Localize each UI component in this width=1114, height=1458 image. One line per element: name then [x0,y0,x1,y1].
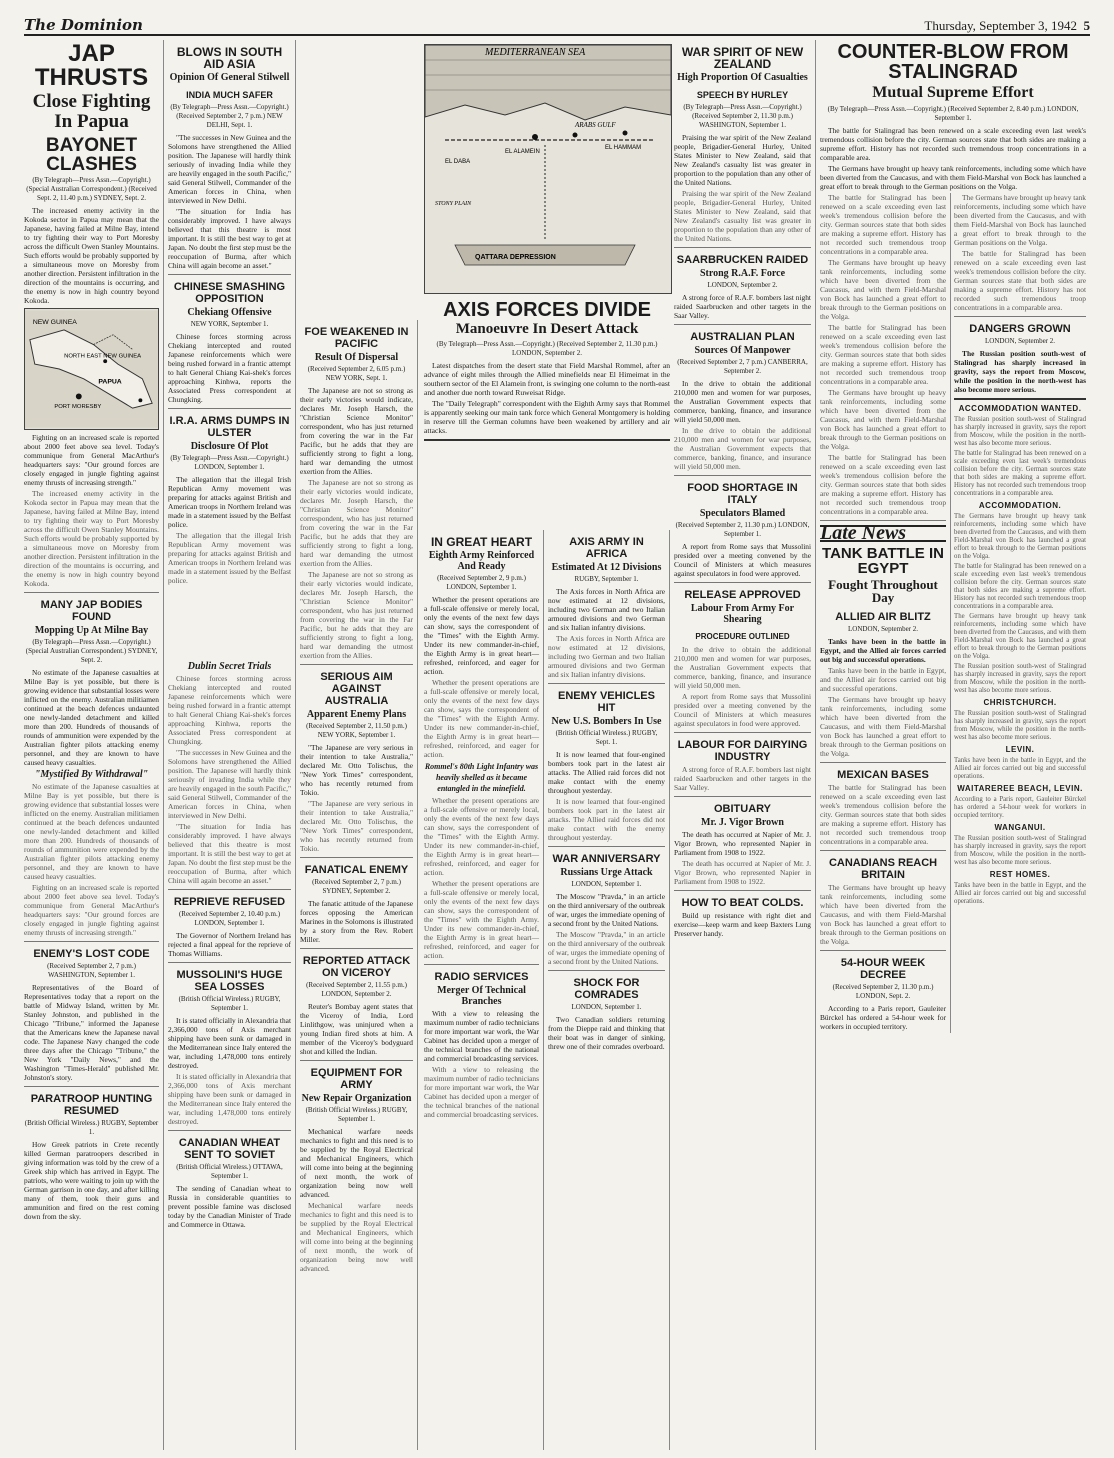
classified-ad: The Russian position south-west of Stalingrad has sharply increased in gravity, says the report from Moscow, while the position in the north-west has also become more serious. [954,415,1086,447]
article-paragraph: Whether the present operations are a full-scale offensive or merely local, only the events of the next few days can show, says the correspondent of the "Times" with the Eighth Army. Under its new commander-in-chief, the Eighth Army is in great heart—refreshed, reinforced, and eager for action. [424,879,539,960]
desert-map-graphic [425,45,671,293]
headline-manoeuvre: Manoeuvre In Desert Attack [455,321,639,337]
article-paragraph: "The successes in New Guinea and the Solomons have strengthened the Allied position. The Japanese will hardly think seriously of invading India while they are heavily engaged in the south Pacific," said General Stilwell, Commander of the American forces in China, when interviewed in New Delhi. [168,133,291,205]
article-paragraph: With a view to releasing the maximum number of radio technicians for more important war work, the War Cabinet has decided upon a merger of the technical branches of the national and commercial broadcasting services. [424,1065,539,1119]
article-paragraph: The Moscow "Pravda," in an article on the third anniversary of the outbreak of war, urges the immediate opening of a second front by the United Nations. [548,892,665,928]
article-paragraph: The "Daily Telegraph" correspondent with the Eighth Army says that Rommel is apparently seeking our main tank force which General Montgomery is holding in reserve till the German columns have been weakened by artillery and air attacks. [424,398,670,435]
ads-christchurch: CHRISTCHURCH. [983,697,1057,707]
map-label-el-hammam: EL HAMMAM [605,145,642,151]
article-paragraph: Chinese forces storming across Chekiang intercepted and routed Japanese reinforcements which were being rushed forward in a frantic attempt to halt General Chiang Kai-shek's forces approaching Kinhwa, reports the Associated Press correspondent at Chungking. [168,674,291,746]
subhead-repair: New Repair Organization [301,1093,412,1104]
headline-great-heart: IN GREAT HEART [430,535,533,549]
article-paragraph: In the drive to obtain the additional 210,000 men and women for war purposes, the Australian Government expects that commerce, banking, finance, and insurance will yield 50,000 men. [674,645,811,690]
classified-ad: The battle for Stalingrad has been renewed on a scale exceeding even last week's tremendous collision before the city. German sources state that both sides are making a supreme effort. History has not recorded such tremendous troop concentrations in a comparable area. [954,449,1086,497]
map-label-el-daba: EL DABA [445,159,471,165]
article-paragraph: Latest dispatches from the desert state that Field Marshal Rommel, after an advance of eight miles through the Allied minefields near El Himeimat in the southern sector of the El Alamein front, is swinging one column to the north-east and another due north toward Ruweisat Ridge. [424,360,670,397]
subhead-manpower: Sources Of Manpower [694,345,791,356]
dateline: (British Official Wireless.) OTTAWA, September 1. [176,1163,283,1180]
headline-axis-army-africa: AXIS ARMY IN AFRICA [569,536,644,560]
classified-ad: The Germans have brought up heavy tank reinforcements, including some which have been diverted from the Caucasus, and with them Field-Marshal von Bock has launched a great effort to break through to the German positions on the Volga. [954,512,1086,560]
headline-chinese-smashing: CHINESE SMASHING OPPOSITION [173,281,286,305]
subhead-enemy-plans: Apparent Enemy Plans [306,709,407,720]
issue-date [924,18,1090,34]
article-paragraph: The Axis forces in North Africa are now estimated at 12 divisions, including two German and two Italian armoured divisions and two German and six Italian infantry divisions. [548,587,665,632]
headline-obituary: OBITUARY [713,803,772,815]
subhead-casualties: High Proportion Of Casualties [677,72,808,83]
subhead-russians-urge: Russians Urge Attack [560,867,653,878]
article-paragraph: A report from Rome says that Mussolini presided over a meeting convened by the Council of Ministers at which measures against speculators in food were approved. [674,692,811,728]
ads-levin: LEVIN. [1005,744,1035,754]
dateline: (Received September 2, 11.50 p.m.) NEW YORK, September 1. [306,722,407,739]
subhead-dublin: Dublin Secret Trials [187,661,272,672]
headline-food-shortage: FOOD SHORTAGE IN ITALY [687,482,798,506]
advert-text: Build up resistance with right diet and exercise—keep warm and keep Baxters Lung Preserver handy. [674,911,811,938]
article-paragraph: The Moscow "Pravda," in an article on the third anniversary of the outbreak of war, urges the immediate opening of a second front by the United Nations. [548,930,665,966]
headline-enemy-vehicles: ENEMY VEHICLES HIT [558,690,655,714]
ads-wanganui: WANGANUI. [994,822,1046,832]
subhead-merger: Merger Of Technical Branches [437,985,526,1007]
headline-war-anniversary: WAR ANNIVERSARY [552,853,661,865]
dateline: (Received September 2, 11.30 p.m.) LONDON, September 1. [675,521,810,538]
headline-dangers-grown: DANGERS GROWN [969,322,1071,335]
paper-title: The Dominion [24,16,143,34]
dateline: LONDON, September 2. [707,281,778,289]
dateline: (Received September 2, 7 p.m.) CANBERRA, September 2. [677,358,808,375]
advert-how-to-beat-colds: HOW TO BEAT COLDS. [681,897,804,909]
subhead-allied-blitz: ALLIED AIR BLITZ [835,611,931,624]
article-paragraph: The increased enemy activity in the Kokoda sector in Papua may mean that the Japanese, having failed at Milne Bay, intend to try fighting their way to Port Moresby across the difficult Owen Stanley Mountains. Such efforts would be probably supported by a simultaneous move on Moresby from another direction. Persistent infiltration in the direction of the mountains is occurring, and the enemy is now in high country beyond Kokoda. [24,488,159,588]
subhead-raf-force: Strong R.A.F. Force [699,268,786,279]
subhead-12-divisions: Estimated At 12 Divisions [551,562,662,573]
subhead-stilwell: Opinion Of General Stilwell [169,72,290,83]
dateline: (Received September 2, 7 p.m.) WASHINGTON, September 1. [47,961,136,979]
map-label-new-guinea: NEW GUINEA [32,318,77,326]
dateline: (By Telegraph—Press Assn.—Copyright.) (Received September 2, 7 p.m.) NEW DELHI, Sept. 1. [170,103,289,129]
dateline: (British Official Wireless.) RUGBY, September 1. [24,1118,159,1136]
subhead-eighth-army: Eighth Army Reinforced And Ready [428,550,535,572]
classified-ad: The Russian position south-west of Stalingrad has sharply increased in gravity, says the report from Moscow, while the position in the north-west has also become more serious. [954,709,1086,741]
column-7 [674,40,816,1450]
article-paragraph: "The Japanese are very serious in their intention to take Australia," declared Mr. Otto Tolischus, the "New York Times" correspondent, who has recently returned from Tokio. [300,743,413,797]
column-5 [424,530,544,1450]
article-paragraph: Praising the war spirit of the New Zealand people, Brigadier-General Hurley, United States Minister to New Zealand, said that New Zealand's casualty list was greater in proportion to the population than any other of the United Nations. [674,189,811,243]
headline-54-hour-week: 54-HOUR WEEK DECREE [840,957,926,982]
article-paragraph: "The successes in New Guinea and the Solomons have strengthened the Allied position. The Japanese will hardly think seriously of invading India while they are heavily engaged in the south Pacific," said General Stilwell, Commander of the American forces in China, when interviewed in New Delhi. [168,748,291,820]
article-paragraph: The battle for Stalingrad has been renewed on a scale exceeding even last week's tremendous collision before the city. German sources state that both sides are making a supreme effort. History has not recorded such tremendous troop concentrations in a comparable area. [820,125,1086,162]
article-paragraph: The Germans have brought up heavy tank reinforcements, including some which have been diverted from the Caucasus, and with them Field-Marshal von Bock has launched a great effort to break through to the German positions on the Volga. [820,257,947,321]
article-paragraph: "The situation for India has considerably improved. I have always believed that this theatre is most important. It is still the best way to get at Japan. No doubt the first step must be the reoccupation of Burma, after which China will again become an asset." [168,822,291,885]
article-paragraph: The Germans have brought up heavy tank reinforcements, including some which have been diverted from the Caucasus, and with them Field-Marshal von Bock has launched a great effort to break through to the German positions on the Volga. [954,192,1087,247]
article-paragraph: It is now learned that four-engined bombers took part in the latest air attacks. The Allied raid forces did not make contact with the enemy throughout yesterday. [548,750,665,795]
article-paragraph: Two Canadian soldiers returning from the Dieppe raid and thinking that their boat was in danger of sinking, threw one of their comrades overboard. [548,1015,665,1051]
classified-ad: According to a Paris report, Gauleiter Bürckel has ordered a 54-hour week for workers in occupied territory. [954,795,1086,819]
article-paragraph: The battle for Stalingrad has been renewed on a scale exceeding even last week's tremendous collision before the city. German sources state that both sides are making a supreme effort. History has not recorded such tremendous troop concentrations in a comparable area. [954,248,1086,312]
dateline: LONDON, September 1. [571,1003,642,1011]
dateline: (By Telegraph—Press Assn.—Copyright.) (Special Australian Correspondent.) (Received Sept. 2, 11.40 p.m.) SYDNEY, Sept. 2. [26,175,157,202]
subhead-speculators: Speculators Blamed [699,508,786,519]
article-paragraph: Praising the war spirit of the New Zealand people, Brigadier-General Hurley, United States Minister to New Zealand, said that New Zealand's casualty list was greater in proportion to the population than any other of the United Nations. [674,133,811,187]
map-label-port-moresby: PORT MORESBY [54,403,102,410]
article-paragraph: The Russian position south-west of Stalingrad has sharply increased in gravity, says the report from Moscow, while the position in the north-west has also become more serious. [954,348,1086,394]
article-paragraph: In the drive to obtain the additional 210,000 men and women for war purposes, the Australian Government expects that commerce, banking, finance, and insurance will yield 50,000 men. [674,379,811,424]
subhead-plot: Disclosure Of Plot [190,441,269,452]
subhead-india-safer: INDIA MUCH SAFER [186,90,273,100]
headline-reported-attack: REPORTED ATTACK ON VICEROY [302,955,411,979]
article-paragraph: The Japanese are not so strong as their early victories would indicate, declares Mr. Joseph Harsch, the "Christian Science Monitor" correspondent, who has just returned from covering the war in the Far Pacific, but he adds that they are sufficiently strong to fight a long, hard war demanding the utmost exertion from the Allies. [300,478,413,568]
headline-canadian-wheat: CANADIAN WHEAT SENT TO SOVIET [178,1137,281,1161]
dateline: (By Telegraph—Press Assn.—Copyright.) (Received September 2, 11.30 p.m.) LONDON, September 2. [436,339,658,357]
article-paragraph: No estimate of the Japanese casualties at Milne Bay is yet possible, but there is growing evidence that substantial losses were inflicted on the enemy. Australian militiamen continued at the beach defences undaunted one newly-landed detachment and killed more than 200. Hundreds of thousands of rounds of ammunition were expended by the Australian fighter pilots attacking enemy personnel, and they are known to have caused heavy casualties. [24,781,159,881]
dateline: (British Official Wireless.) RUGBY, September 1. [305,1106,408,1123]
article-paragraph: It is now learned that four-engined bombers took part in the latest air attacks. The Allied raid forces did not make contact with the enemy throughout yesterday. [548,797,665,842]
article-paragraph: No estimate of the Japanese casualties at Milne Bay is yet possible, but there is growing evidence that substantial losses were inflicted on the enemy. Australian militiamen continued at the beach defences undaunted one newly-landed detachment and killed more than 200. Hundreds of thousands of rounds of ammunition were expended by the Australian fighter pilots attacking enemy personnel, and they are known to have caused heavy casualties. [24,667,159,767]
article-paragraph: The battle for Stalingrad has been renewed on a scale exceeding even last week's tremendous collision before the city. German sources state that both sides are making a supreme effort. History has not recorded such tremendous troop concentrations in a comparable area. [820,783,947,847]
article-paragraph: The fanatic attitude of the Japanese forces opposing the American Marines in the Solomons is illustrated by a story from the Rev. Robert Miller. [300,899,413,944]
map-title-mediterranean: MEDITERRANEAN SEA [485,47,586,58]
papua-map-graphic [25,309,158,429]
subhead-mopping-up: Mopping Up At Milne Bay [34,624,149,636]
article-paragraph: "The situation for India has considerably improved. I have always believed that this theatre is most important. It is still the best way to get at Japan. No doubt the first step must be the reoccupation of Burma, after which China will again become an asset." [168,207,291,270]
dateline: (By Telegraph—Press Assn.—Copyright.) LONDON, September 1. [170,454,289,471]
map-label-stony-plain: STONY PLAIN [435,201,472,207]
headline-axis-divide: AXIS FORCES DIVIDE [443,299,651,321]
headline-ira-arms: I.R.A. ARMS DUMPS IN ULSTER [169,415,290,439]
article-paragraph: The allegation that the illegal Irish Republican Army movement was preparing for attacks against British and American troops in Northern Ireland was made in a statement issued by the Belfast police. [168,475,291,529]
article-paragraph: Mechanical warfare needs mechanics to fight and this need is to be supplied by the Royal Electrical and Mechanical Engineers, which will come into being at the beginning of next month, the work of organization being now well advanced. [300,1127,413,1199]
column-2 [168,40,296,660]
dateline: (Received September 2, 11.55 p.m.) LONDON, September 2. [306,981,407,998]
dateline: RUGBY, September 1. [574,575,639,583]
article-paragraph: According to a Paris report, Gauleiter Bürckel has ordered a 54-hour week for workers in occupied territory. [820,1004,947,1032]
headline-mussolini-losses: MUSSOLINI'S HUGE SEA LOSSES [176,969,283,993]
article-paragraph: Reuter's Bombay agent states that the Viceroy of India, Lord Linlithgow, was uninjured when a young Indian fired shots at him. A member of the Viceroy's bodyguard shot and killed the Indian. [300,1002,413,1056]
article-paragraph: It is stated officially in Alexandria that 2,366,000 tons of Axis merchant shipping have been sunk or damaged in the Mediterranean since Italy entered the war, including 1,478,000 tons entirely destroyed. [168,1072,291,1126]
headline-counter-blow: COUNTER-BLOW FROM STALINGRAD [837,41,1069,83]
article-paragraph: The Governor of Northern Ireland has rejected a final appeal for the reprieve of Thomas Williams. [168,931,291,958]
headline-equipment-army: EQUIPMENT FOR ARMY [310,1067,403,1091]
headline-enemys-lost-code: ENEMY'S LOST CODE [33,947,150,960]
ads-accommodation-wanted: ACCOMMODATION WANTED. [958,403,1082,413]
column-2-lower [168,660,296,1450]
column-6 [548,530,670,1450]
headline-shock-comrades: SHOCK FOR COMRADES [573,977,640,1001]
headline-many-jap-bodies: MANY JAP BODIES FOUND [40,598,143,623]
dateline: (By Telegraph—Press Assn.—Copyright.) (Received September 2, 11.30 p.m.) WASHINGTON, September 1. [683,103,802,129]
dateline: (British Official Wireless.) RUGBY, Sept. 1. [555,729,658,746]
classified-ad: Tanks have been in the battle in Egypt, and the Allied air forces carried out big and successful operations. [954,881,1086,905]
article-paragraph: The battle for Stalingrad has been renewed on a scale exceeding even last week's tremendous collision before the city. German sources state that both sides are making a supreme effort. History has not recorded such tremendous troop concentrations in a comparable area. [820,192,947,256]
classified-ad: The Germans have brought up heavy tank reinforcements, including some which have been diverted from the Caucasus, and with them Field-Marshal von Bock has launched a great effort to break through to the German positions on the Volga. [954,612,1086,660]
ads-accommodation: ACCOMMODATION. [978,500,1062,510]
dateline: (Received September 2, 7 p.m.) SYDNEY, September 2. [312,878,401,895]
subhead-procedure: PROCEDURE OUTLINED [695,632,790,641]
late-news-banner: Late News [820,525,946,542]
dateline: (Received September 2, 10.40 p.m.) LONDON, September 1. [178,910,281,927]
headline-paratroop-hunting: PARATROOP HUNTING RESUMED [30,1092,153,1117]
headline-foe-weakened: FOE WEAKENED IN PACIFIC [304,326,409,350]
subhead-us-bombers: New U.S. Bombers In Use [551,716,662,727]
article-paragraph: Mechanical warfare needs mechanics to fight and this need is to be supplied by the Royal Electrical and Mechanical Engineers, which will come into being at the beginning of next month, the work of organization being now well advanced. [300,1201,413,1273]
headline-reprieve-refused: REPRIEVE REFUSED [173,896,286,908]
article-paragraph: The increased enemy activity in the Kokoda sector in Papua may mean that the Japanese, having failed at Milne Bay, intend to try fighting their way to Port Moresby across the difficult Owen Stanley Mountains. Such efforts would be probably supported by a simultaneous move on Moresby from another direction. Persistent infiltration in the direction of the mountains is occurring, and the enemy is now in high country beyond Kokoda. [24,205,159,305]
article-paragraph: A report from Rome says that Mussolini presided over a meeting convened by the Council of Ministers at which measures against speculators in food were approved. [674,542,811,578]
map-label-el-alamein: EL ALAMEIN [505,149,540,155]
subhead-hurley: SPEECH BY HURLEY [696,90,789,100]
subhead-dispersal: Result Of Dispersal [314,352,399,363]
map-label-north-east: NORTH EAST NEW GUINEA [64,353,142,360]
dateline: (British Official Wireless.) RUGBY, September 1. [178,995,281,1012]
headline-radio-services: RADIO SERVICES [434,971,529,983]
column-3 [300,320,418,1450]
article-paragraph: The battle for Stalingrad has been renewed on a scale exceeding even last week's tremendous collision before the city. German sources state that both sides are making a supreme effort. History has not recorded such tremendous troop concentrations in a comparable area. [820,452,947,516]
subhead-withdrawal: "Mystified By Withdrawal" [34,768,149,780]
article-paragraph: With a view to releasing the maximum number of radio technicians for more important war work, the War Cabinet has decided upon a merger of the technical branches of the national and commercial broadcasting services. [424,1009,539,1063]
dateline: (By Telegraph—Press Assn.—Copyright.) (Received September 2, 8.40 p.m.) LONDON, September 1. [827,104,1079,122]
dateline: (Received September 2, 9 p.m.) LONDON, September 1. [437,574,526,591]
axis-forces-story [424,296,670,526]
article-paragraph: Whether the present operations are a full-scale offensive or merely local, only the events of the next few days can show, says the correspondent of the "Times" with the Eighth Army. Under its new commander-in-chief, the Eighth Army is in great heart—refreshed, reinforced, and eager for action. [424,678,539,759]
headline-saarbrucken: SAARBRUCKEN RAIDED [676,254,809,266]
headline-bayonet-clashes: BAYONET CLASHES [45,134,138,175]
article-paragraph: In the drive to obtain the additional 210,000 men and women for war purposes, the Australian Government expects that commerce, banking, finance, and insurance will yield 50,000 men. [674,426,811,471]
ads-rest-homes: REST HOMES. [989,869,1051,879]
article-paragraph: The Germans have brought up heavy tank reinforcements, including some which have been diverted from the Caucasus, and with them Field-Marshal von Bock has launched a great effort to break through to the German positions on the Volga. [820,387,947,451]
dateline: LONDON, September 1. [571,880,642,888]
classified-ad: The Russian position south-west of Stalingrad has sharply increased in gravity, says the report from Moscow, while the position in the north-west has also become more serious. [954,834,1086,866]
article-paragraph: The death has occurred at Napier of Mr. J. Vigor Brown, who represented Napier in Parliament from 1908 to 1922. [674,859,811,886]
article-paragraph: The Axis forces in North Africa are now estimated at 12 divisions, including two German and two Italian armoured divisions and two German and six Italian infantry divisions. [548,634,665,679]
headline-mexican-bases: MEXICAN BASES [837,769,929,782]
dateline: (Received September 2, 11.30 p.m.) LONDON, Sept. 2. [832,983,934,1001]
article-paragraph: The sending of Canadian wheat to Russia in considerable quantities to prevent possible famine was disclosed today by the Canadian Minister of Trade and Commerce in Ottawa. [168,1184,291,1229]
headline-fanatical-enemy: FANATICAL ENEMY [304,864,409,876]
subhead-vigor-brown: Mr. J. Vigor Brown [701,817,784,828]
article-paragraph: Whether the present operations are a full-scale offensive or merely local, only the events of the next few days can show, says the correspondent of the "Times" with the Eighth Army. Under its new commander-in-chief, the Eighth Army is in great heart—refreshed, reinforced, and eager for action. [424,796,539,877]
subhead-fought-day: Fought Throughout Day [828,576,938,606]
dateline: (Received September 2, 6.05 p.m.) NEW YORK, Sept. 1. [307,365,406,382]
article-paragraph: Whether the present operations are a full-scale offensive or merely local, only the events of the next few days can show, says the correspondent of the "Times" with the Eighth Army. Under its new commander-in-chief, the Eighth Army is in great heart—refreshed, reinforced, and eager for action. [424,595,539,676]
article-paragraph: The allegation that the illegal Irish Republican Army movement was preparing for attacks against British and American troops in Northern Ireland was made in a statement issued by the Belfast police. [168,531,291,585]
headline-labour-dairying: LABOUR FOR DAIRYING INDUSTRY [677,739,808,763]
headline-tank-battle: TANK BATTLE IN EGYPT [822,544,944,577]
article-paragraph: A strong force of R.A.F. bombers last night raided Saarbrucken and other targets in the Saar Valley. [674,765,811,792]
headline-release-approved: RELEASE APPROVED [684,589,801,601]
article-paragraph: The battle for Stalingrad has been renewed on a scale exceeding even last week's tremendous collision before the city. German sources state that both sides are making a supreme effort. History has not recorded such tremendous troop concentrations in a comparable area. [820,322,947,386]
headline-jap-thrusts: JAP THRUSTS [34,40,149,91]
headline-close-fighting: Close Fighting In Papua [32,91,151,132]
column-1 [24,40,164,1450]
article-paragraph: The death has occurred at Napier of Mr. J. Vigor Brown, who represented Napier in Parliament from 1908 to 1922. [674,830,811,857]
article-paragraph: The Japanese are not so strong as their early victories would indicate, declares Mr. Joseph Harsch, the "Christian Science Monitor" correspondent, who has just returned from covering the war in the Far Pacific, but he adds that they are sufficiently strong to fight a long, hard war demanding the utmost exertion from the Allies. [300,386,413,476]
headline-mutual-effort: Mutual Supreme Effort [872,84,1034,101]
headline-australian-plan: AUSTRALIAN PLAN [690,331,795,343]
dateline: LONDON, September 2. [985,336,1056,345]
article-paragraph: Fighting on an increased scale is reported about 2000 feet above sea level. Today's communique from General MacArthur's headquarters says: "Our ground forces are closely engaged in jungle fighting against enemy thrusts of increasing strength." [24,882,159,937]
page-number: 5 [1083,18,1090,33]
classified-ad: Tanks have been in the battle in Egypt, and the Allied air forces carried out big and successful operations. [954,756,1086,780]
classified-ad: The battle for Stalingrad has been renewed on a scale exceeding even last week's tremendous collision before the city. German sources state that both sides are making a supreme effort. History has not recorded such tremendous troop concentrations in a comparable area. [954,562,1086,610]
column-8 [820,40,1090,1450]
article-paragraph: Fighting on an increased scale is reported about 2000 feet above sea level. Today's communique from General MacArthur's headquarters says: "Our ground forces are closely engaged in jungle fighting against enemy thrusts of increasing strength." [24,432,159,487]
subhead-shearing: Labour From Army For Shearing [690,603,795,625]
article-paragraph: Tanks have been in the battle in Egypt, and the Allied air forces carried out big and successful operations. [820,666,947,694]
desert-map [424,44,672,294]
dateline: NEW YORK, September 1. [190,320,269,328]
article-paragraph: How Greek patriots in Crete recently killed German paratroopers described in giving information was told by the crew of a Greek ship which has arrived in Egypt. The patriots, who were waiting to join up with the German garrison in one day, and after killing many of them, took their guns and ammunition and fired on the rest coming down from the sky. [24,1139,159,1221]
article-paragraph: Chinese forces storming across Chekiang intercepted and routed Japanese reinforcements which were being rushed forward in a frantic attempt to halt General Chiang Kai-shek's forces approaching Kinhwa, reports the Associated Press correspondent at Chungking. [168,332,291,404]
article-paragraph: The Germans have brought up heavy tank reinforcements, including some which have been diverted from the Caucasus, and with them Field-Marshal von Bock has launched a great effort to break through to the German positions on the Volga. [820,695,947,759]
article-paragraph: Tanks have been in the battle in Egypt, and the Allied air forces carried out big and successful operations. [820,637,947,665]
headline-war-spirit-nz: WAR SPIRIT OF NEW ZEALAND [681,45,804,71]
dateline: (By Telegraph—Press Assn.—Copyright.) (Special Australian Correspondent.) SYDNEY, Sept. 2. [25,637,158,664]
date-text: Thursday, September 3, 1942 [924,18,1077,33]
subhead-chekiang: Chekiang Offensive [187,307,272,318]
article-paragraph: It is stated officially in Alexandria that 2,366,000 tons of Axis merchant shipping have been sunk or damaged in the Mediterranean since Italy entered the war, including 1,478,000 tons entirely destroyed. [168,1016,291,1070]
headline-blows-in-south: BLOWS IN SOUTH AID ASIA [176,45,283,71]
article-paragraph: The Japanese are not so strong as their early victories would indicate, declares Mr. Joseph Harsch, the "Christian Science Monitor" correspondent, who has just returned from covering the war in the Far Pacific, but he adds that they are sufficiently strong to fight a long, hard war demanding the utmost exertion from the Allies. [300,570,413,660]
subhead-rommel-infantry: Rommel's 80th Light Infantry was heavily shelled as it became entangled in the minefield. [424,762,539,793]
article-paragraph: The Germans have brought up heavy tank reinforcements, including some which have been diverted from the Caucasus, and with them Field-Marshal von Bock has launched a great effort to break through to the German positions on the Volga. [820,883,947,947]
headline-canadians-britain: CANADIANS REACH BRITAIN [828,857,938,882]
article-paragraph: Representatives of the Board of Representatives today that a report on the battle of Midway Island, written by Mr. Stanley Johnston, and published in the Chicago "Tribune," informed the Japanese that the Americans knew the Japanese naval code. The Japanese Navy changed the code three days after the Chicago "Tribune," the New York "Daily News," and the Washington "Times-Herald" published Mr. Johnston's story. [24,982,159,1082]
papua-map [24,308,159,430]
headline-serious-aim: SERIOUS AIM AGAINST AUSTRALIA [320,671,393,707]
masthead [24,10,1090,36]
map-label-qattara: QATTARA DEPRESSION [475,254,556,261]
dateline: LONDON, September 2. [848,625,919,634]
map-label-papua: PAPUA [98,378,122,386]
map-label-arabs-gulf: ARABS GULF [575,121,616,129]
ads-waitarere: WAITAREREE BEACH, LEVIN. [957,783,1083,793]
article-paragraph: The Germans have brought up heavy tank reinforcements, including some which have been diverted from the Caucasus, and with them Field-Marshal von Bock has launched a great effort to break through to the German positions on the Volga. [820,163,1086,191]
article-paragraph: A strong force of R.A.F. bombers last night raided Saarbrucken and other targets in the Saar Valley. [674,293,811,320]
article-paragraph: "The Japanese are very serious in their intention to take Australia," declared Mr. Otto Tolischus, the "New York Times" correspondent, who has recently returned from Tokio. [300,799,413,853]
classified-ad: The Russian position south-west of Stalingrad has sharply increased in gravity, says the report from Moscow, while the position in the north-west has also become more serious. [954,662,1086,694]
